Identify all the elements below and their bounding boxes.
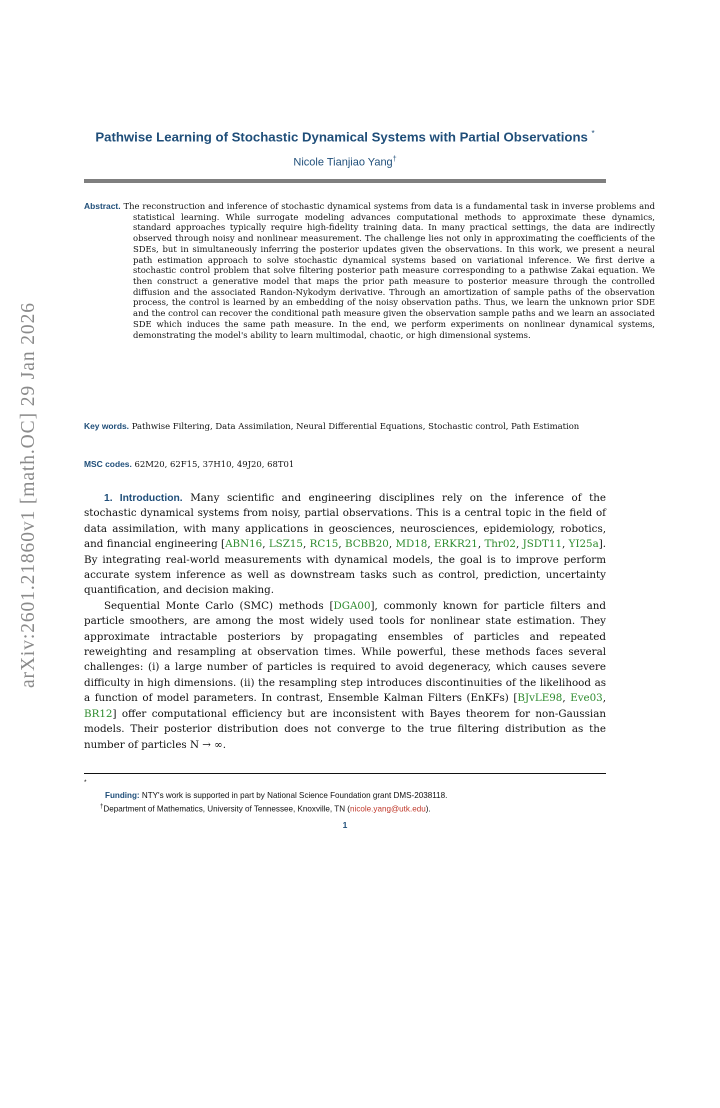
funding-label: Funding: (105, 791, 140, 800)
arxiv-stamp (18, 302, 48, 1108)
affiliation-close: ). (425, 804, 431, 814)
section-heading: 1. Introduction. (104, 493, 183, 504)
footnote-funding (84, 790, 606, 801)
citation-link[interactable]: DGA00 (333, 599, 371, 612)
footnote-rule (84, 773, 606, 774)
intro-paragraph-1: 1. Introduction. Many scientific and engineering disciplines rely on the inference of the stochastic dynamical systems from noisy, partial observations. This is a central topic in the field of data assimilation, with many applications in geosciences, neurosciences, epidemiology, robotics, and financial engineering [ABN16, LSZ15, RC15, BCBB20, MD18, ERKR21, Thr02, JSDT11, YI25a]. By integrating real-world measurements with dynamical models, the goal is to improve perform accurate system inference as well as downstream tasks such as control, prediction, uncertainty quantification, and decision making. (84, 492, 607, 597)
intro-paragraph-2: Sequential Monte Carlo (SMC) methods [DGA00], commonly known for particle filters and particle smoothers, are among the most widely used tools for nonlinear state estimation. They approximate intractable posteriors by propagating ensembles of particles and repeated reweighting and resampling at observation times. While powerful, these methods faces several challenges: (i) a large number of particles is required to avoid degeneracy, which causes severe difficulty in high dimensions. (ii) the resampling step introduces discontinuities of the likelihood as a function of model parameters. In contrast, Ensemble Kalman Filters (EnKFs) [BJvLE98, Eve03, BR12] offer computational efficiency but are inconsistent with Bayes theorem for non-Gaussian models. Their posterior distribution does not converge to the true filtering distribution as the number of particles N → ∞. (84, 599, 606, 751)
citation-link[interactable]: LSZ15 (268, 538, 303, 551)
citation-link[interactable]: Eve03 (570, 692, 603, 705)
citation-link[interactable]: BCBB20 (344, 538, 389, 551)
keywords-text: Pathwise Filtering, Data Assimilation, Neural Differential Equations, Stochastic control, Path Estimation (131, 421, 580, 431)
author-name: Nicole Tianjiao Yang (293, 156, 393, 169)
citation-link[interactable]: ABN16 (225, 538, 263, 551)
citation-link[interactable]: BJvLE98 (517, 692, 563, 705)
intro-p2-text-b: ], commonly known for particle filters and particle smoothers, are among the most widely used tools for nonlinear state estimation. They approximate intractable posteriors by propagating ensembles of particles and repeated reweighting and resampling at observation times. While powerful, these methods faces several challenges: (i) a large number of particles is required to avoid degeneracy, which causes severe difficulty in high dimensions. (ii) the resampling step introduces discontinuities of the likelihood as a function of model parameters. In contrast, Ensemble Kalman Filters (EnKFs) [ (84, 599, 606, 705)
author-line (84, 156, 606, 169)
msc-text: 62M20, 62F15, 37H10, 49J20, 68T01 (134, 459, 295, 469)
citation-link[interactable]: RC15 (309, 538, 339, 551)
intro-p2-text-a: Sequential Monte Carlo (SMC) methods [ (104, 599, 334, 612)
citation-link[interactable]: ERKR21 (433, 538, 478, 551)
page-number: 1 (342, 820, 348, 830)
title-footnote-mark[interactable]: * (591, 129, 595, 138)
intro-p2-text-c: ] offer computational efficiency but are inconsistent with Bayes theorem for non-Gaussian models. Their posterior distribution does not converge to the true filtering distribution as the number of particles N → ∞. (84, 707, 606, 751)
footnote-star-mark-line (84, 776, 606, 788)
funding-text: NTY's work is supported in part by National Science Foundation grant DMS-2038118. (141, 791, 448, 800)
footnote-star-mark: * (84, 779, 87, 786)
footnote-affiliation (84, 802, 606, 815)
citation-link[interactable]: JSDT11 (522, 538, 563, 551)
affiliation-text: Department of Mathematics, University of Tennessee, Knoxville, TN ( (103, 804, 351, 814)
keywords-label: Key words. (84, 421, 130, 431)
citation-link[interactable]: Thr02 (484, 538, 516, 551)
arxiv-stamp-text: arXiv:2601.21860v1 [math.OC] 29 Jan 2026 (18, 302, 39, 688)
msc-codes (84, 459, 606, 469)
dagger-mark: † (100, 804, 104, 810)
abstract-text: The reconstruction and inference of stochastic dynamical systems from data is a fundamental task in inverse problems and statistical learning. While surrogate modeling advances computational methods to approximate these dynamics, standard approaches typically require high-fidelity training data. In many practical settings, the data are indirectly observed through noisy and nonlinear measurement. The challenge lies not only in approximating the coefficients of the SDEs, but in simultaneously inferring the posterior updates given the observations. In this work, we present a neural path estimation approach to solve stochastic dynamical systems based on variational inference. We first derive a stochastic control problem that solve filtering posterior path measure corresponding to a pathwise Zakai equation. We then construct a generative model that maps the prior path measure to posterior measure through the controlled diffusion and the associated Randon-Nykodym derivative. Through an amortization of sample paths of the observation process, the control is learned by an embedding of the noisy observation paths. Thus, we learn the unknown prior SDE and the control can recover the conditional path measure given the observation sample paths and we learn an associated SDE which induces the same path measure. In the end, we perform experiments on nonlinear dynamical systems, demonstrating the model's ability to learn multimodal, chaotic, or high dimensional systems. (123, 201, 655, 340)
paper-title (84, 129, 606, 144)
title-rule (84, 179, 606, 183)
intro-p1-text-a: Many scientific and engineering disciplines rely on the inference of the stochastic dynamical systems from noisy, partial observations. This is a central topic in the field of data assimilation, with many applications in geosciences, neurosciences, epidemiology, robotics, and financial engineering [ (84, 492, 606, 551)
introduction (84, 491, 606, 753)
msc-label: MSC codes. (84, 459, 132, 469)
author-footnote-mark[interactable]: † (392, 156, 397, 163)
abstract (84, 201, 655, 340)
intro-p1-text-b: ]. By integrating real-world measurements with dynamical models, the goal is to improve perform accurate system inference as well as downstream tasks such as control, prediction, uncertainty quantification, and decision making. (84, 538, 607, 597)
keywords (84, 421, 665, 432)
paper-title-text: Pathwise Learning of Stochastic Dynamical Systems with Partial Observations (95, 129, 588, 145)
citation-link[interactable]: MD18 (395, 538, 428, 551)
citation-link[interactable]: YI25a (568, 538, 599, 551)
citation-link[interactable]: BR12 (84, 707, 113, 720)
abstract-label: Abstract. (84, 201, 121, 211)
email-link[interactable]: nicole.yang@utk.edu (350, 804, 426, 814)
